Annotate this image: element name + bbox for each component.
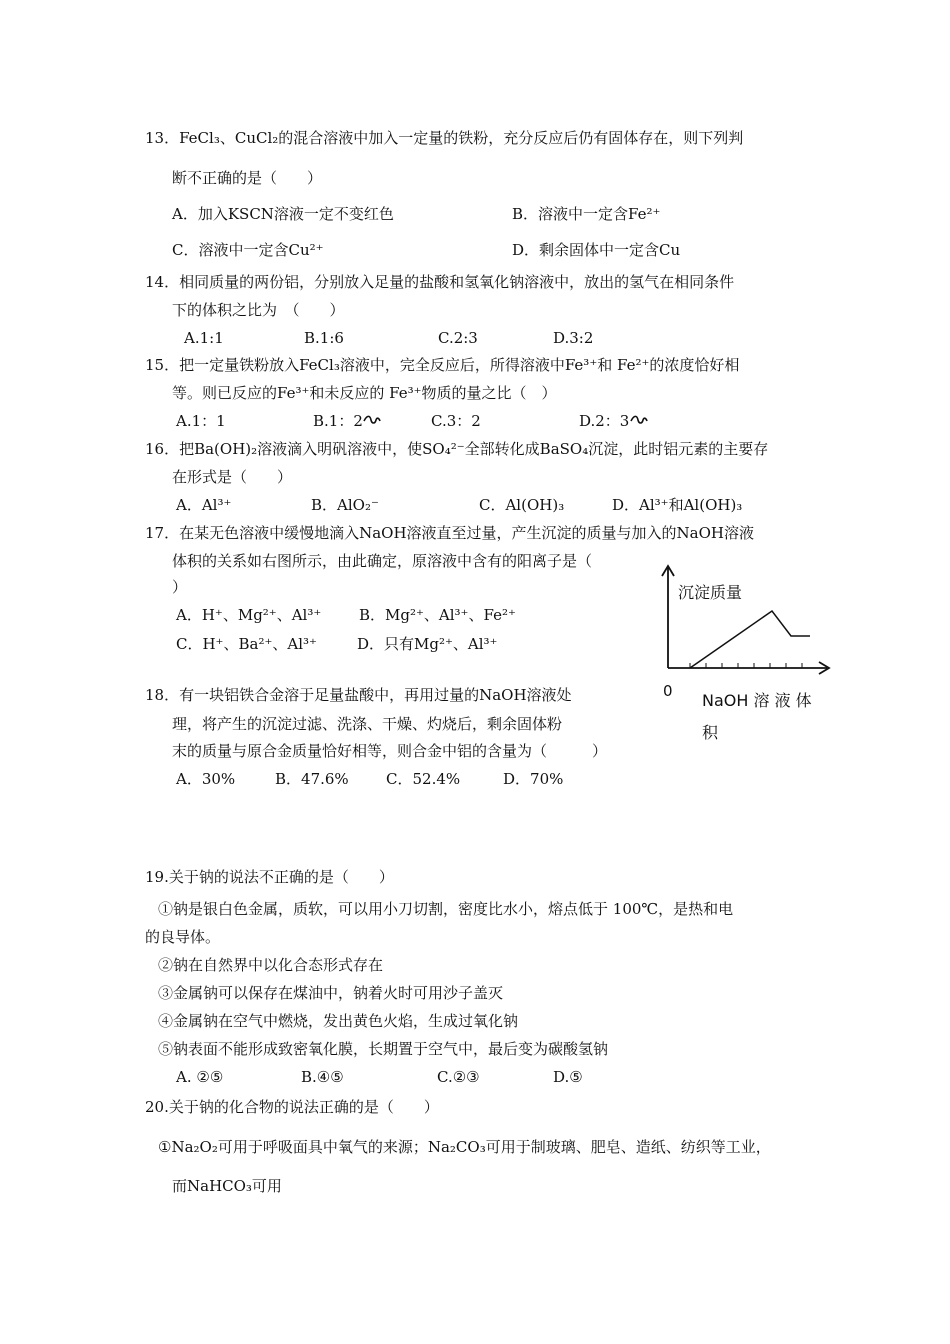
q16-option-b: B．AlO₂⁻: [311, 496, 379, 514]
q17-line1: 17．在某无色溶液中缓慢地滴入NaOH溶液直至过量，产生沉淀的质量与加入的NaOH溶液: [145, 524, 754, 542]
q19-option-c: C.②③: [437, 1068, 480, 1086]
q18-line2: 理，将产生的沉淀过滤、洗涤、干燥、灼烧后，剩余固体粉: [172, 715, 563, 733]
scribble-mark-icon: [363, 414, 381, 426]
q19-statement-5: ⑤钠表面不能形成致密氧化膜，长期置于空气中，最后变为碳酸氢钠: [158, 1040, 609, 1058]
q17-option-b: B．Mg²⁺、Al³⁺、Fe²⁺: [359, 606, 516, 624]
q15-option-b: B.1：2: [313, 412, 363, 430]
q20-statement-1-continued: 而NaHCO₃可用: [172, 1177, 282, 1195]
q15-option-c: C.3：2: [431, 412, 481, 430]
q15-option-d: D.2：3: [579, 412, 630, 430]
q19-statement-2: ②钠在自然界中以化合态形式存在: [158, 956, 384, 974]
graph-x-label-continued: 积: [702, 723, 719, 742]
q19-option-a: A. ②⑤: [176, 1068, 224, 1086]
q17-option-c: C．H⁺、Ba²⁺、Al³⁺: [176, 635, 317, 653]
q15-option-a: A.1：1: [176, 412, 226, 430]
q15-line1: 15．把一定量铁粉放入FeCl₃溶液中，完全反应后，所得溶液中Fe³⁺和 Fe²⁺的浓度恰好相: [145, 356, 740, 374]
q18-option-b: B．47.6%: [275, 770, 349, 788]
q17-option-a: A．H⁺、Mg²⁺、Al³⁺: [176, 606, 322, 624]
q13-line2: 断不正确的是（ ）: [172, 169, 323, 187]
q15-line2: 等。则已反应的Fe³⁺和未反应的 Fe³⁺物质的量之比（ ）: [172, 384, 557, 402]
q14-line1: 14．相同质量的两份铝，分别放入足量的盐酸和氢氧化钠溶液中，放出的氢气在相同条件: [145, 273, 735, 291]
q14-option-c: C.2:3: [438, 329, 478, 347]
q19-statement-1: ①钠是银白色金属，质软，可以用小刀切割，密度比水小，熔点低于 100℃，是热和电: [158, 900, 734, 918]
q19-option-d: D.⑤: [553, 1068, 583, 1086]
q17-line2: 体积的关系如右图所示，由此确定，原溶液中含有的阳离子是（: [172, 552, 593, 570]
q19-option-b: B.④⑤: [301, 1068, 344, 1086]
q16-option-a: A．Al³⁺: [176, 496, 232, 514]
q16-line1: 16．把Ba(OH)₂溶液滴入明矾溶液中，使SO₄²⁻全部转化成BaSO₄沉淀，此时铝元素的主要存: [145, 440, 769, 458]
q14-option-b: B.1:6: [304, 329, 344, 347]
q14-option-d: D.3:2: [553, 329, 594, 347]
q13-option-d: D．剩余固体中一定含Cu: [512, 241, 681, 259]
q18-option-c: C．52.4%: [386, 770, 461, 788]
q14-line2: 下的体积之比为 （ ）: [172, 301, 345, 319]
scribble-mark-icon: [630, 414, 648, 426]
graph-x-label: NaOH 溶 液 体: [702, 691, 812, 710]
q17-line3: ）: [172, 578, 188, 596]
graph-y-label: 沉淀质量: [678, 583, 743, 602]
q20-stem: 20.关于钠的化合物的说法正确的是（ ）: [145, 1098, 439, 1116]
q13-line1: 13．FeCl₃、CuCl₂的混合溶液中加入一定量的铁粉，充分反应后仍有固体存在，则下列判: [145, 129, 744, 147]
q20-statement-1: ①Na₂O₂可用于呼吸面具中氧气的来源；Na₂CO₃可用于制玻璃、肥皂、造纸、纺织等工业，: [158, 1138, 771, 1156]
q19-statement-1-continued: 的良导体。: [145, 928, 221, 946]
q16-option-c: C．Al(OH)₃: [479, 496, 565, 514]
graph-origin-label: 0: [663, 682, 673, 700]
q16-line2: 在形式是（ ）: [172, 468, 293, 486]
q13-option-a: A．加入KSCN溶液一定不变红色: [172, 205, 394, 223]
precipitate-curve: [690, 611, 810, 668]
q13-option-c: C．溶液中一定含Cu²⁺: [172, 241, 324, 259]
q16-option-d: D．Al³⁺和Al(OH)₃: [612, 496, 743, 514]
q19-statement-4: ④金属钠在空气中燃烧，发出黄色火焰，生成过氧化钠: [158, 1012, 519, 1030]
q18-line1: 18．有一块铝铁合金溶于足量盐酸中，再用过量的NaOH溶液处: [145, 686, 572, 704]
q17-option-d: D．只有Mg²⁺、Al³⁺: [357, 635, 498, 653]
q19-statement-3: ③金属钠可以保存在煤油中，钠着火时可用沙子盖灭: [158, 984, 504, 1002]
q18-option-a: A．30%: [176, 770, 236, 788]
q13-option-b: B．溶液中一定含Fe²⁺: [512, 205, 661, 223]
q19-stem: 19.关于钠的说法不正确的是（ ）: [145, 868, 394, 886]
precipitate-graph: [655, 560, 840, 680]
q14-option-a: A.1:1: [184, 329, 224, 347]
q18-line3: 末的质量与原合金质量恰好相等，则合金中铝的含量为（ ）: [172, 742, 608, 760]
q18-option-d: D．70%: [503, 770, 564, 788]
